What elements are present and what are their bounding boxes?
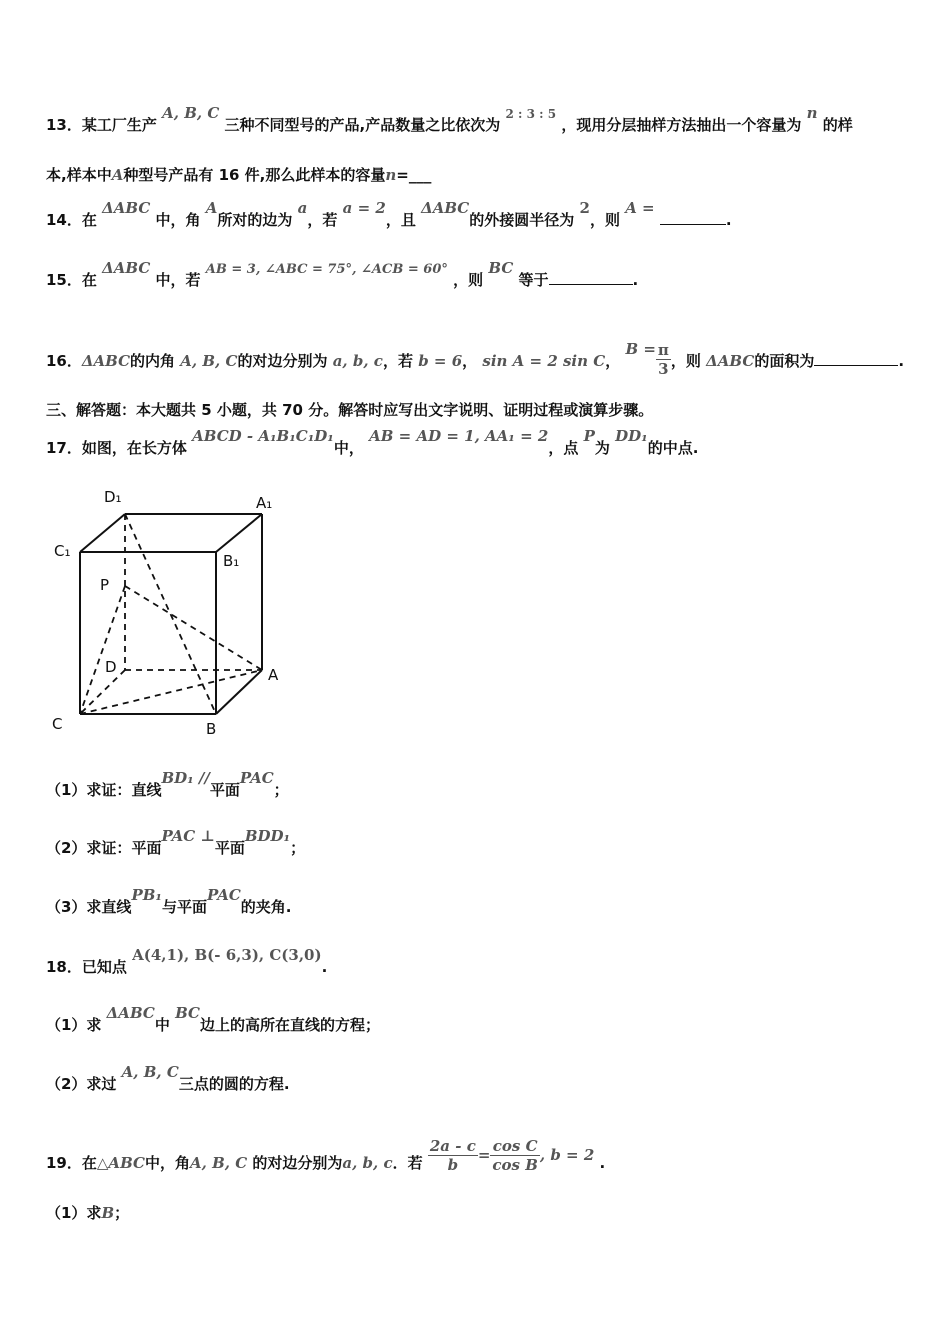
q13-line2: 本,样本中A种型号产品有 16 件,那么此样本的容量n=___ [46,166,432,184]
q13-line1: 13．某工厂生产 A, B, C 三种不同型号的产品,产品数量之比依次为 $^{2 : 3 : 5}$ ，现用分层抽样方法抽出一个容量为 n 的样 [46,104,853,134]
label-A1: A₁ [256,494,273,512]
label-B1: B₁ [223,552,240,570]
q15-number: 15． [46,271,82,289]
q18: 18．已知点 A(4,1), B(- 6,3), C(3,0). [46,946,328,976]
label-C: C [52,715,63,733]
label-A: A [268,666,279,684]
label-P: P [100,576,110,594]
edge-B-A [216,670,262,714]
q19: 19．在△ABC中，角A, B, C 的对边分别为a, b, c．若 $\frac{2a - c}{b}$ = $\frac{\text{cos C}}{\text{cos B}}$ , b = 2 . [46,1137,606,1174]
q17-number: 17． [46,439,82,457]
q16: 16．ΔABC的内角 A, B, C的对边分别为 a, b, c，若 b = 6， sin A = 2 sin C， B = $\frac{\pi}{3}$ ，则 ΔABC的面积为 . [46,340,905,378]
q19-fraction-right: $\frac{\text{cos C}}{\text{cos B}}$ [492,1137,538,1174]
label-C1: C₁ [54,542,71,560]
segment-P-A [125,586,262,670]
q18-part2: （2）求过 A, B, C三点的圆的方程. [46,1063,290,1093]
q18-number: 18． [46,958,82,976]
q15-answer-blank[interactable] [549,284,633,285]
edge-A1-B1 [216,514,262,552]
q18-part1: （1）求 ΔABC中 BC边上的高所在直线的方程； [46,1004,381,1034]
q16-answer-blank[interactable] [814,365,898,366]
q19-number: 19． [46,1154,82,1172]
q17-part2: （2）求证：平面PAC ⊥平面BDD₁； [46,827,306,857]
q14-number: 14． [46,211,82,229]
q17: 17．如图，在长方体 ABCD - A₁B₁C₁D₁中， AB = AD = 1, AA₁ = 2，点 P为 DD₁的中点. [46,427,699,457]
q16-number: 16． [46,352,82,370]
q13-number: 13． [46,116,82,134]
cuboid-figure [50,480,300,740]
segment-C-A [80,670,262,714]
q17-part3: （3）求直线PB₁与平面PAC的夹角. [46,886,292,916]
q17-part1: （1）求证：直线BD₁ //平面PAC； [46,769,289,799]
edge-C1-D1 [80,514,125,552]
q16-fraction: $\frac{\pi}{3}$ [657,341,669,378]
segment-P-C [80,586,125,714]
section3-heading: 三、解答题：本大题共 5 小题，共 70 分。解答时应写出文字说明、证明过程或演算步骤。 [46,401,654,419]
q15: 15．在 ΔABC 中，若 AB = 3, ∠ABC = 75°, ∠ACB = 60° ，则 BC 等于 . [46,259,639,289]
label-B: B [206,720,217,738]
q19-part1: （1）求B； [46,1204,130,1222]
q14: 14．在 ΔABC 中，角 A所对的边为 a，若 a = 2，且 ΔABC的外接圆半径为 2，则 A = . [46,199,732,229]
label-D: D [105,658,117,676]
edge-D-C [80,670,125,714]
label-D1: D₁ [104,488,122,506]
q14-answer-blank[interactable] [660,224,726,225]
q19-fraction-left: $\frac{2a - c}{b}$ [429,1137,476,1174]
